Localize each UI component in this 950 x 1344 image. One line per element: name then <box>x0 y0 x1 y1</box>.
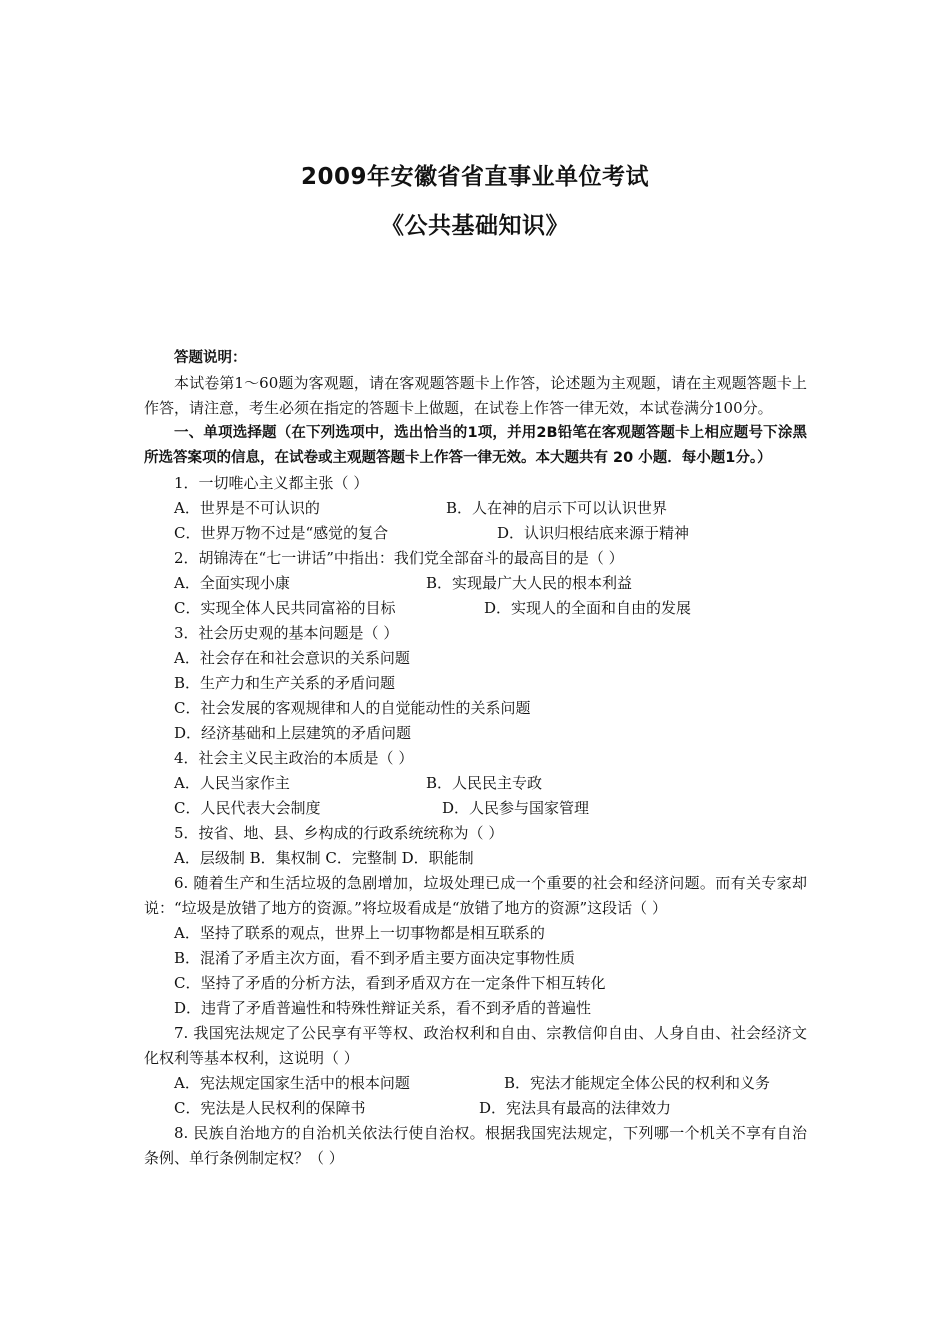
question-2-stem: 2．胡锦涛在“七一讲话”中指出：我们党全部奋斗的最高目的是（ ） <box>174 549 624 567</box>
exam-title: 2009年安徽省省直事业单位考试 <box>300 164 649 190</box>
option-6a: A．坚持了联系的观点，世界上一切事物都是相互联系的 <box>174 924 545 942</box>
option-4c: C．人民代表大会制度 <box>174 799 321 817</box>
option-1c: C．世界万物不过是“感觉的复合 <box>174 524 389 542</box>
question-7-stem: 7. 我国宪法规定了公民享有平等权、政治权利和自由、宗教信仰自由、人身自由、社会经济文化权利等基本权利，这说明（ ） <box>144 1024 807 1067</box>
instructions-heading: 答题说明： <box>174 350 247 366</box>
option-3d: D．经济基础和上层建筑的矛盾问题 <box>174 724 412 742</box>
question-4-options-row2 <box>144 796 807 821</box>
option-4a: A．人民当家作主 <box>174 774 290 792</box>
option-6b: B．混淆了矛盾主次方面，看不到矛盾主要方面决定事物性质 <box>174 949 576 967</box>
instructions-text: 本试卷第1～60题为客观题，请在客观题答题卡上作答，论述题为主观题，请在主观题答题卡上作答，请注意，考生必须在指定的答题卡上做题，在试卷上作答一律无效，本试卷满分100分。 <box>144 374 807 417</box>
option-3c: C．社会发展的客观规律和人的自觉能动性的关系问题 <box>174 699 531 717</box>
option-3b: B．生产力和生产关系的矛盾问题 <box>174 674 396 692</box>
question-6-stem: 6. 随着生产和生活垃圾的急剧增加，垃圾处理已成一个重要的社会和经济问题。而有关专家却说：“垃圾是放错了地方的资源。”将垃圾看成是“放错了地方的资源”这段话（ ） <box>144 874 807 917</box>
option-7c: C．宪法是人民权利的保障书 <box>174 1099 366 1117</box>
option-7b: B．宪法才能规定全体公民的权利和义务 <box>504 1074 771 1092</box>
option-7d: D．宪法具有最高的法律效力 <box>479 1099 672 1117</box>
question-4-options-row1 <box>144 771 807 796</box>
question-1-options-row2 <box>144 521 807 546</box>
option-6d: D．违背了矛盾普遍性和特殊性辩证关系，看不到矛盾的普遍性 <box>174 999 592 1017</box>
option-1a: A．世界是不可认识的 <box>174 499 320 517</box>
question-1-stem: 1．一切唯心主义都主张（ ） <box>174 474 369 492</box>
question-2-options-row1 <box>144 571 807 596</box>
exam-body <box>144 346 807 1171</box>
option-6c: C．坚持了矛盾的分析方法，看到矛盾双方在一定条件下相互转化 <box>174 974 606 992</box>
question-4-stem: 4．社会主义民主政治的本质是（ ） <box>174 749 414 767</box>
question-7-options-row2 <box>144 1096 807 1121</box>
question-8-stem: 8. 民族自治地方的自治机关依法行使自治权。根据我国宪法规定，下列哪一个机关不享有自治条例、单行条例制定权？（ ） <box>144 1124 807 1167</box>
option-2b: B．实现最广大人民的根本利益 <box>426 574 633 592</box>
question-2-options-row2 <box>144 596 807 621</box>
question-3-stem: 3．社会历史观的基本问题是（ ） <box>174 624 399 642</box>
option-3a: A．社会存在和社会意识的关系问题 <box>174 649 410 667</box>
option-1b: B．人在神的启示下可以认识世界 <box>446 499 668 517</box>
section1-heading: 一、单项选择题（在下列选项中，选出恰当的1项，并用2B铅笔在客观题答题卡上相应题号下涂黑所选答案项的信息，在试卷或主观题答题卡上作答一律无效。本大题共有 20 小题．每小题1分。） <box>144 425 807 466</box>
option-2c: C．实现全体人民共同富裕的目标 <box>174 599 396 617</box>
question-7-options-row1 <box>144 1071 807 1096</box>
question-1-options-row1 <box>144 496 807 521</box>
question-5-options: A．层级制 B．集权制 C．完整制 D．职能制 <box>174 849 474 867</box>
option-4b: B．人民民主专政 <box>426 774 543 792</box>
question-5-stem: 5．按省、地、县、乡构成的行政系统统称为（ ） <box>174 824 504 842</box>
option-1d: D．认识归根结底来源于精神 <box>497 524 690 542</box>
option-7a: A．宪法规定国家生活中的根本问题 <box>174 1074 410 1092</box>
option-4d: D．人民参与国家管理 <box>442 799 590 817</box>
exam-subtitle: 《公共基础知识》 <box>381 213 569 239</box>
option-2d: D．实现人的全面和自由的发展 <box>484 599 692 617</box>
option-2a: A．全面实现小康 <box>174 574 290 592</box>
